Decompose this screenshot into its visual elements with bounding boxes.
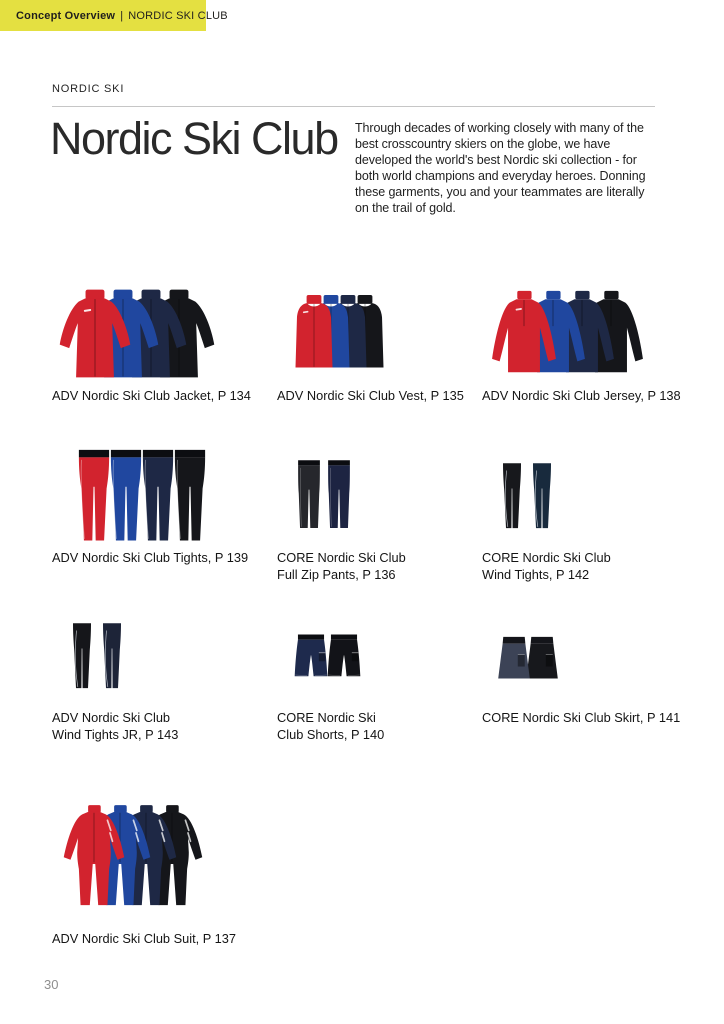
caption-line: ADV Nordic Ski Club Jersey, P 138 <box>482 388 681 403</box>
caption-line: Club Shorts, P 140 <box>277 727 385 742</box>
product-caption <box>52 930 267 947</box>
caption-line: CORE Nordic Ski Club <box>482 550 611 565</box>
product-card-shorts <box>277 610 492 743</box>
product-card-suit <box>52 785 267 947</box>
caption-line: Wind Tights JR, P 143 <box>52 727 179 742</box>
windtights-garment-graphic <box>482 445 542 544</box>
jacket-garment-graphic <box>52 285 138 382</box>
vest-garment-graphic <box>277 288 351 376</box>
product-caption <box>277 549 492 583</box>
caption-line: CORE Nordic Ski <box>277 710 376 725</box>
caption-line: CORE Nordic Ski Club Skirt, P 141 <box>482 710 681 725</box>
caption-line: ADV Nordic Ski Club <box>52 710 171 725</box>
suit-garment-graphic <box>52 787 136 925</box>
header-collection-label: NORDIC SKI CLUB <box>128 9 228 22</box>
product-image-vest <box>277 285 402 382</box>
product-image-tights <box>52 443 232 544</box>
product-image-wind-tights <box>482 443 572 544</box>
product-image-shorts <box>277 610 378 704</box>
header-section-label: Concept Overview <box>16 9 116 22</box>
product-image-wind-tights-jr <box>52 610 142 704</box>
product-caption <box>277 387 492 404</box>
product-card-jersey <box>482 285 697 404</box>
product-image-jersey <box>482 285 653 382</box>
header-divider: | <box>120 9 124 22</box>
product-caption <box>277 709 492 743</box>
product-caption <box>482 549 697 583</box>
product-card-wind-tights-jr <box>52 610 267 743</box>
category-eyebrow: NORDIC SKI <box>52 83 125 95</box>
caption-line: CORE Nordic Ski Club <box>277 550 406 565</box>
product-image-suit <box>52 785 214 925</box>
caption-line: Full Zip Pants, P 136 <box>277 567 396 582</box>
product-card-tights <box>52 443 267 566</box>
product-image-full-zip-pants <box>277 443 371 544</box>
product-card-skirt <box>482 610 697 726</box>
page-number: 30 <box>44 977 59 992</box>
header-bar <box>0 0 228 31</box>
caption-line: Wind Tights, P 142 <box>482 567 590 582</box>
product-caption <box>482 709 697 726</box>
tights-garment-graphic <box>52 443 136 544</box>
shorts-garment-graphic <box>277 628 345 690</box>
product-card-full-zip-pants <box>277 443 492 583</box>
product-caption <box>52 549 267 566</box>
title-rule <box>52 106 655 107</box>
pants-garment-graphic <box>277 443 341 544</box>
jersey-garment-graphic <box>482 287 566 382</box>
product-caption <box>52 709 267 743</box>
caption-line: ADV Nordic Ski Club Suit, P 137 <box>52 931 236 946</box>
windtights-garment-graphic <box>52 605 112 704</box>
skirt-garment-graphic <box>482 628 546 688</box>
product-caption <box>52 387 267 404</box>
caption-line: ADV Nordic Ski Club Tights, P 139 <box>52 550 249 565</box>
intro-paragraph: Through decades of working closely with many of the best crosscountry skiers on the globe, we have developed the world's best Nordic ski collection - for both world champions and everyday heroes. Donning these garments, you and your teammates are literally on the trail of gold. <box>355 121 646 215</box>
product-card-vest <box>277 285 492 404</box>
product-image-skirt <box>482 610 574 704</box>
product-caption <box>482 387 697 404</box>
product-card-jacket <box>52 285 267 404</box>
product-image-jacket <box>52 285 222 382</box>
caption-line: ADV Nordic Ski Club Jacket, P 134 <box>52 388 251 403</box>
page-title: Nordic Ski Club <box>50 113 338 164</box>
caption-line: ADV Nordic Ski Club Vest, P 135 <box>277 388 464 403</box>
product-card-wind-tights <box>482 443 697 583</box>
